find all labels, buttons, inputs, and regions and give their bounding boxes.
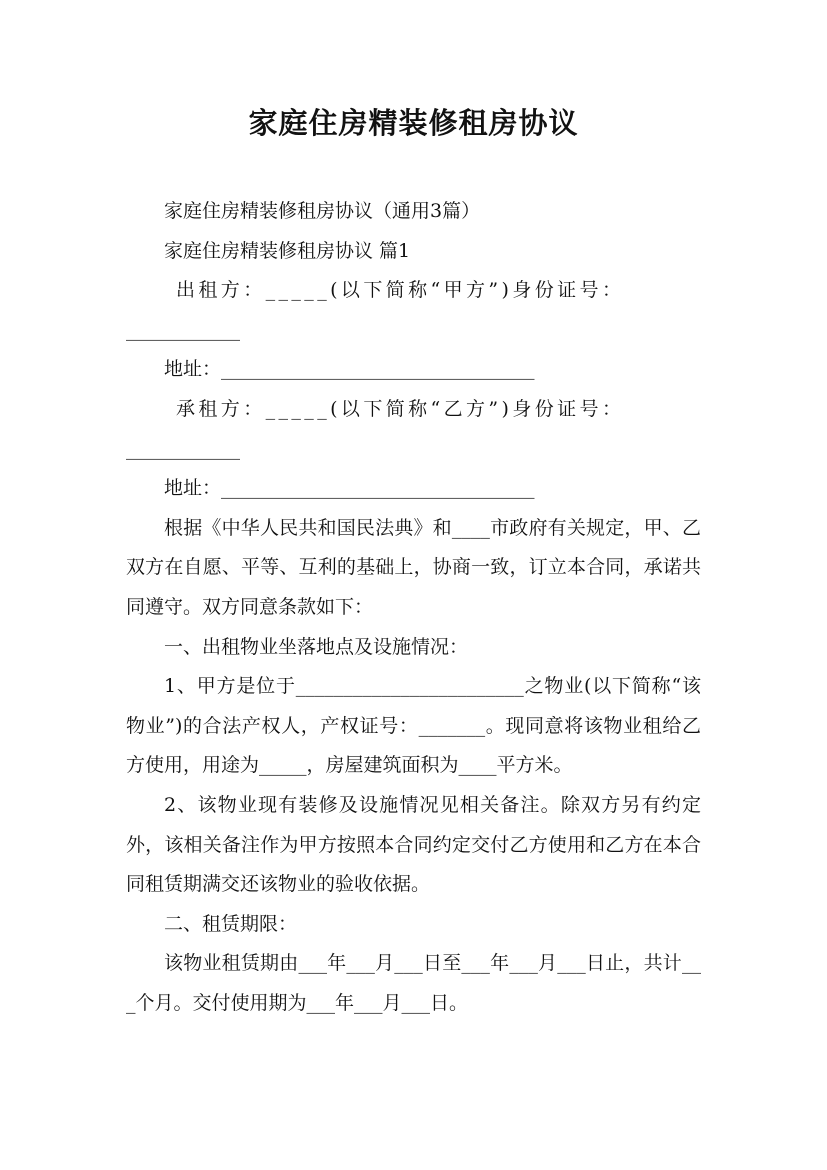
paragraph-article-heading: 家庭住房精装修租房协议 篇1: [164, 239, 411, 262]
paragraph-lease-period: 该物业租赁期由___年___月___日至___年___月___日止，共计___个月。交付使用期为___年___月___日。: [126, 952, 701, 1014]
document-body: [126, 192, 701, 1023]
paragraph-lessor-address: 地址：_________________________________: [164, 358, 535, 381]
paragraph-lessee-id-blank: ____________: [126, 437, 240, 460]
paragraph-lessee: 承租方：_____(以下简称“乙方”)身份证号：: [176, 397, 625, 420]
paragraph-lessee-address: 地址：_________________________________: [164, 477, 535, 500]
paragraph-section-two-heading: 二、租赁期限：: [164, 912, 298, 935]
paragraph-lessor: 出租方：_____(以下简称“甲方”)身份证号：: [176, 279, 625, 302]
paragraph-section-one-heading: 一、出租物业坐落地点及设施情况：: [164, 635, 469, 658]
paragraph-property-location: 1、甲方是位于________________________之物业(以下简称“该物业”)的合法产权人，产权证号：_______。现同意将该物业租给乙方使用，用途为_____，房屋建筑面积为____平方米。: [126, 675, 701, 777]
paragraph-property-facilities: 2、该物业现有装修及设施情况见相关备注。除双方另有约定外，该相关备注作为甲方按照本合同约定交付乙方使用和乙方在本合同租赁期满交还该物业的验收依据。: [126, 793, 701, 896]
paragraph-legal-basis: 根据《中华人民共和国民法典》和____市政府有关规定，甲、乙双方在自愿、平等、互利的基础上，协商一致，订立本合同，承诺共同遵守。双方同意条款如下：: [126, 516, 701, 618]
document-title: 家庭住房精装修租房协议: [248, 106, 579, 140]
paragraph-lessor-id-blank: ____________: [126, 318, 240, 341]
paragraph-subtitle: 家庭住房精装修租房协议（通用3篇）: [164, 200, 481, 222]
